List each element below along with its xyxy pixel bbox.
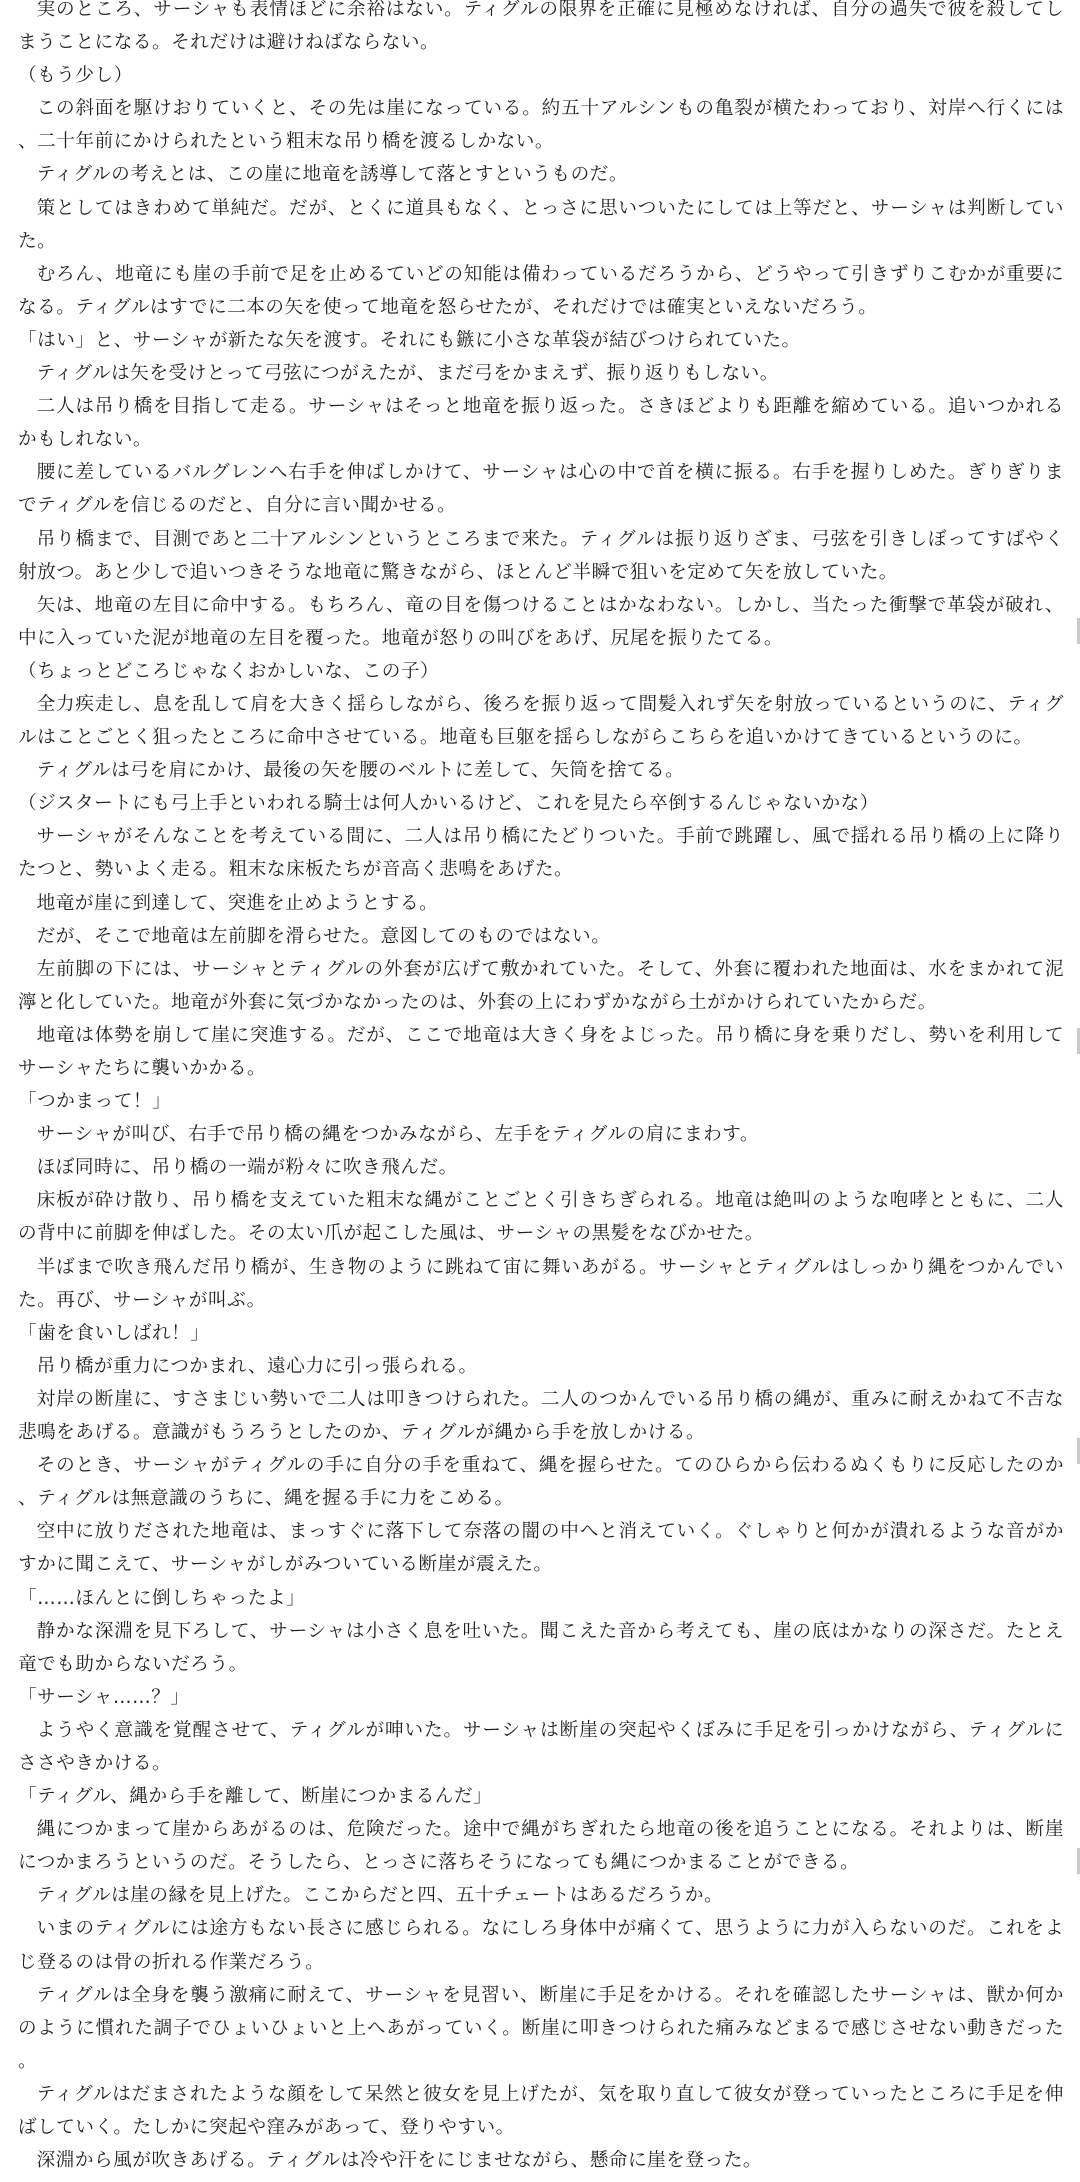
text-paragraph: 地竜が崖に到達して、突進を止めようとする。 xyxy=(36,892,439,914)
text-paragraph: サーシャが叫び、右手で吊り橋の縄をつかみながら、左手をティグルの肩にまわす。 xyxy=(36,1124,760,1146)
text-paragraph: ようやく意識を覚醒させて、ティグルが呻いた。サーシャは断崖の突起やくぼみに手足を引っかけながら、ティグルにささやきかける。 xyxy=(18,1719,1064,1774)
text-paragraph: 腰に差しているバルグレンへ右手を伸ばしかけて、サーシャは心の中で首を横に振る。右手を握りしめた。ぎりぎりまでティグルを信じるのだと、自分に言い聞かせる。 xyxy=(18,462,1064,517)
text-paragraph: そのとき、サーシャがティグルの手に自分の手を重ねて、縄を握らせた。てのひらから伝わるぬくもりに反応したのか、ティグルは無意識のうちに、縄を握る手に力をこめる。 xyxy=(18,1455,1064,1510)
text-paragraph: 空中に放りだされた地竜は、まっすぐに落下して奈落の闇の中へと消えていく。ぐしゃりと何かが潰れるような音がかすかに聞こえて、サーシャがしがみついている断崖が震えた。 xyxy=(18,1521,1064,1576)
dialogue-paragraph: （もう少し） xyxy=(18,65,133,87)
text-paragraph: ティグルは矢を受けとって弓弦につがえたが、まだ弓をかまえず、振り返りもしない。 xyxy=(36,363,779,385)
dialogue-paragraph: 「はい」と、サーシャが新たな矢を渡す。それにも鏃に小さな革袋が結びつけられていた。 xyxy=(18,329,801,351)
text-paragraph: この斜面を駆けおりていくと、その先は崖になっている。約五十アルシンもの亀裂が横たわっており、対岸へ行くには、二十年前にかけられたという粗末な吊り橋を渡るしかない。 xyxy=(18,98,1064,153)
text-paragraph: 対岸の断崖に、すさまじい勢いで二人は叩きつけられた。二人のつかんでいる吊り橋の縄が、重みに耐えかねて不吉な悲鳴をあげる。意識がもうろうとしたのか、ティグルが縄から手を放しかける。 xyxy=(18,1388,1064,1444)
text-paragraph: 深淵から風が吹きあげる。ティグルは冷や汗をにじませながら、懸命に崖を登った。 xyxy=(36,2150,763,2172)
dialogue-paragraph: 「……ほんとに倒しちゃったよ」 xyxy=(18,1587,306,1609)
dialogue-paragraph: 「つかまって！」 xyxy=(18,1091,172,1113)
text-paragraph: 床板が砕け散り、吊り橋を支えていた粗末な縄がことごとく引きちぎられる。地竜は絶叫のような咆哮とともに、二人の背中に前脚を伸ばした。その太い爪が起こした風は、サーシャの黒髪をなびかせた。 xyxy=(18,1190,1064,1245)
text-paragraph: ティグルは崖の縁を見上げた。ここからだと四、五十チェートはあるだろうか。 xyxy=(36,1885,724,1907)
text-paragraph: 策としてはきわめて単純だ。だが、とくに道具もなく、とっさに思いついたにしては上等だと、サーシャは判断していた。 xyxy=(18,197,1064,252)
text-paragraph: 左前脚の下には、サーシャとティグルの外套が広げて敷かれていた。そして、外套に覆われた地面は、水をまかれて泥濘と化していた。地竜が外套に気づかなかったのは、外套の上にわずかながら土がかけられていたからだ。 xyxy=(18,958,1064,1013)
text-paragraph: 吊り橋まで、目測であと二十アルシンというところまで来た。ティグルは振り返りざま、弓弦を引きしぼってすばやく射放つ。あと少しで追いつきそうな地竜に驚きながら、ほとんど半瞬で狙いを定めて矢を放していた。 xyxy=(18,528,1064,583)
dialogue-paragraph: 「歯を食いしばれ！」 xyxy=(18,1322,210,1344)
text-paragraph: 地竜は体勢を崩して崖に突進する。だが、ここで地竜は大きく身をよじった。吊り橋に身を乗りだし、勢いを利用してサーシャたちに襲いかかる。 xyxy=(18,1024,1064,1079)
text-paragraph: 吊り橋が重力につかまれ、遠心力に引っ張られる。 xyxy=(36,1355,478,1377)
dialogue-paragraph: （ちょっとどころじゃなくおかしいな、この子） xyxy=(18,660,440,682)
text-paragraph: むろん、地竜にも崖の手前で足を止めるていどの知能は備わっているだろうから、どうやって引きずりこむかが重要になる。ティグルはすでに二本の矢を使って地竜を怒らせたが、それだけでは確実といえないだろう。 xyxy=(18,263,1064,318)
text-paragraph: 静かな深淵を見下ろして、サーシャは小さく息を吐いた。聞こえた音から考えても、崖の底はかなりの深さだ。たとえ竜でも助からないだろう。 xyxy=(18,1620,1064,1675)
text-paragraph: 矢は、地竜の左目に命中する。もちろん、竜の目を傷つけることはかなわない。しかし、当たった衝撃で革袋が破れ、中に入っていた泥が地竜の左目を覆った。地竜が怒りの叫びをあげ、尻尾を振りたてる。 xyxy=(18,594,1064,649)
document-body xyxy=(18,0,1064,2177)
text-paragraph: サーシャがそんなことを考えている間に、二人は吊り橋にたどりついた。手前で跳躍し、風で揺れる吊り橋の上に降りたつと、勢いよく走る。粗末な床板たちが音高く悲鳴をあげた。 xyxy=(18,826,1064,881)
dialogue-paragraph: （ジスタートにも弓上手といわれる騎士は何人かいるけど、これを見たら卒倒するんじゃないかな） xyxy=(18,793,879,815)
text-paragraph: 縄につかまって崖からあがるのは、危険だった。途中で縄がちぎれたら地竜の後を追うことになる。それよりは、断崖につかまろうというのだ。そうしたら、とっさに落ちそうになっても縄につかまることができる。 xyxy=(18,1819,1064,1874)
text-paragraph: だが、そこで地竜は左前脚を滑らせた。意図してのものではない。 xyxy=(36,925,611,947)
text-paragraph: 二人は吊り橋を目指して走る。サーシャはそっと地竜を振り返った。さきほどよりも距離を縮めている。追いつかれるかもしれない。 xyxy=(18,396,1064,451)
dialogue-paragraph: 「ティグル、縄から手を離して、断崖につかまるんだ」 xyxy=(18,1786,493,1808)
text-paragraph: ティグルの考えとは、この崖に地竜を誘導して落とすというものだ。 xyxy=(36,164,629,186)
dialogue-paragraph: 「サーシャ……？」 xyxy=(18,1686,190,1708)
text-paragraph: いまのティグルには途方もない長さに感じられる。なにしろ身体中が痛くて、思うように力が入らないのだ。これをよじ登るのは骨の折れる作業だろう。 xyxy=(18,1918,1064,1973)
text-paragraph: ティグルは弓を肩にかけ、最後の矢を腰のベルトに差して、矢筒を捨てる。 xyxy=(36,760,685,782)
text-paragraph: 半ばまで吹き飛んだ吊り橋が、生き物のように跳ねて宙に舞いあがる。サーシャとティグルはしっかり縄をつかんでいた。再び、サーシャが叫ぶ。 xyxy=(18,1256,1064,1311)
text-paragraph: ティグルは全身を襲う激痛に耐えて、サーシャを見習い、断崖に手足をかける。それを確認したサーシャは、獣か何かのように慣れた調子でひょいひょいと上へあがっていく。断崖に叩きつけられた痛みなどまるで感じさせない動きだった。 xyxy=(18,1984,1064,2072)
text-paragraph: 全力疾走し、息を乱して肩を大きく揺らしながら、後ろを振り返って間髪入れず矢を射放っているというのに、ティグルはことごとく狙ったところに命中させている。地竜も巨躯を揺らしながらこちらを追いかけてきているというのに。 xyxy=(18,693,1064,749)
text-paragraph: 実のところ、サーシャも表情ほどに余裕はない。ティグルの限界を正確に見極めなければ、自分の過失で彼を殺してしまうことになる。それだけは避けねばならない。 xyxy=(18,0,1064,54)
text-paragraph: ティグルはだまされたような顔をして呆然と彼女を見上げたが、気を取り直して彼女が登っていったところに手足を伸ばしていく。たしかに突起や窪みがあって、登りやすい。 xyxy=(18,2083,1064,2138)
text-paragraph: ほぼ同時に、吊り橋の一端が粉々に吹き飛んだ。 xyxy=(36,1157,458,1179)
